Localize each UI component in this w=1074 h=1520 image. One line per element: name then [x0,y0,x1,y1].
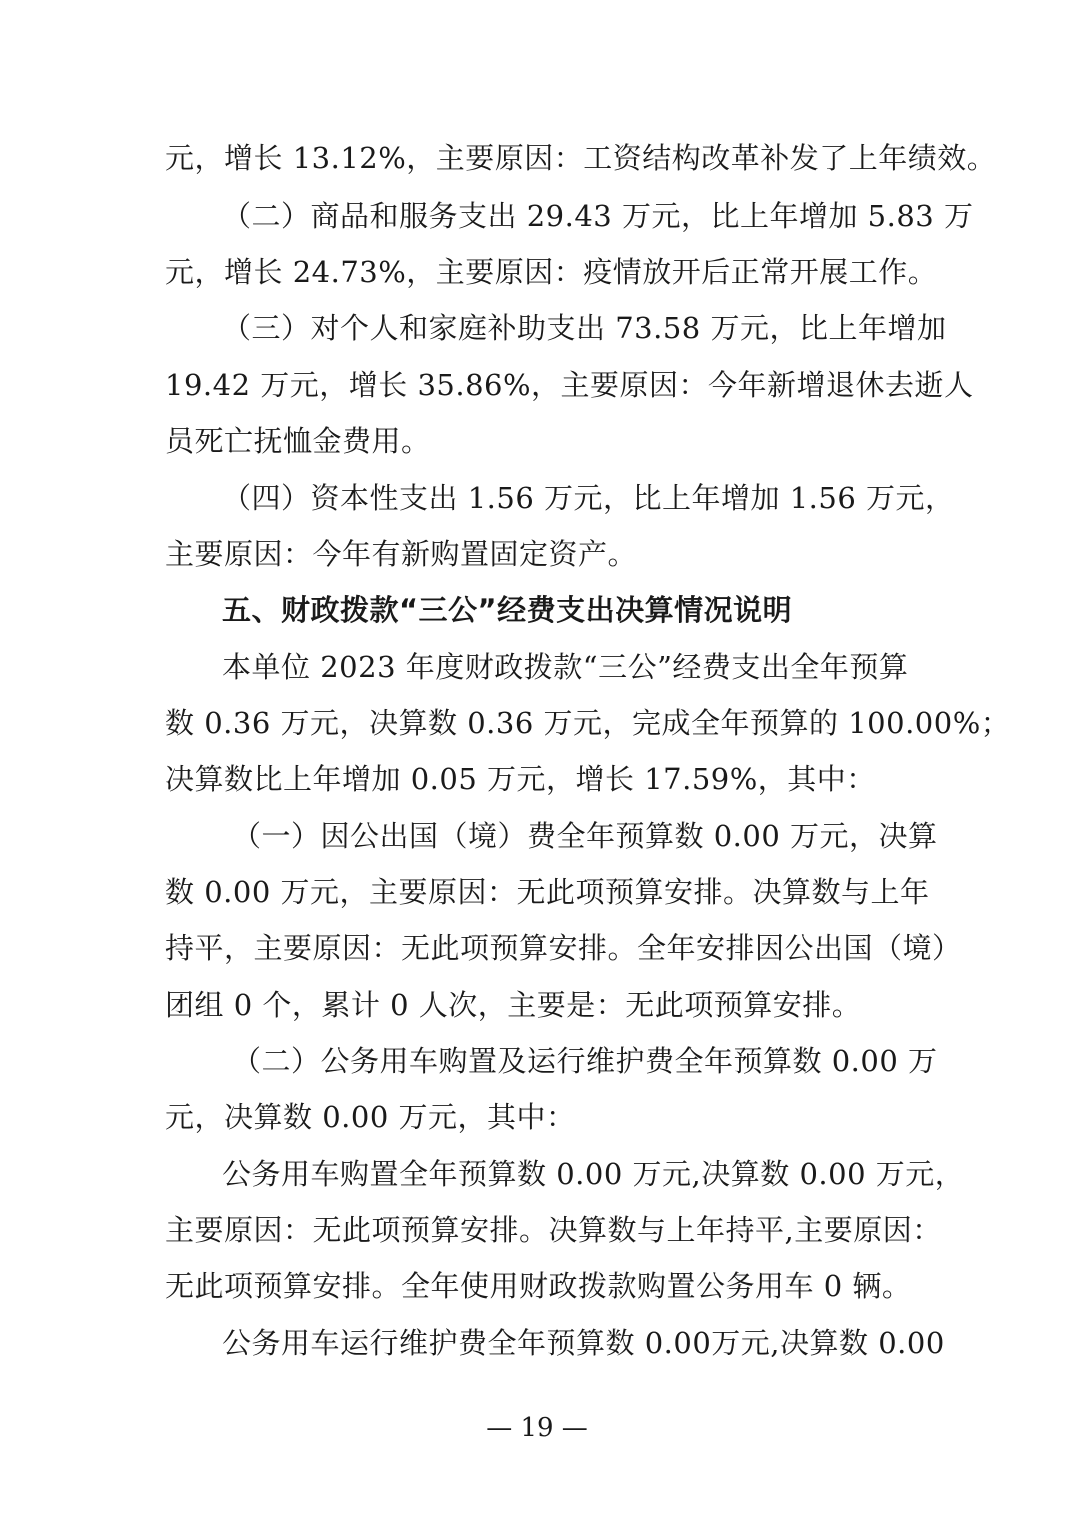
paragraph-line: 本单位 2023 年度财政拨款“三公”经费支出全年预算 [222,650,909,684]
paragraph-line: 元，增长 13.12%，主要原因：工资结构改革补发了上年绩效。 [165,141,997,175]
page-number: — 19 — [486,1413,588,1443]
paragraph-line: （二）商品和服务支出 29.43 万元，比上年增加 5.83 万 [222,199,974,233]
paragraph-line: 数 0.00 万元，主要原因：无此项预算安排。决算数与上年 [165,875,930,909]
section-heading: 五、财政拨款“三公”经费支出决算情况说明 [222,593,793,627]
paragraph-line: （二）公务用车购置及运行维护费全年预算数 0.00 万 [232,1044,938,1078]
paragraph-line: 主要原因：今年有新购置固定资产。 [165,537,638,571]
paragraph-line: （四）资本性支出 1.56 万元，比上年增加 1.56 万元， [222,481,955,515]
paragraph-line: 19.42 万元，增长 35.86%，主要原因：今年新增退休去逝人 [165,368,974,402]
paragraph-line: 元，增长 24.73%，主要原因：疫情放开后正常开展工作。 [165,255,938,289]
paragraph-line: 持平，主要原因：无此项预算安排。全年安排因公出国（境） [165,931,962,965]
paragraph-line: 团组 0 个，累计 0 人次，主要是：无此项预算安排。 [165,988,862,1022]
paragraph-line: 公务用车运行维护费全年预算数 0.00万元,决算数 0.00 [222,1326,945,1360]
paragraph-line: 决算数比上年增加 0.05 万元，增长 17.59%，其中： [165,762,876,796]
paragraph-line: （一）因公出国（境）费全年预算数 0.00 万元，决算 [232,819,938,853]
paragraph-line: 主要原因：无此项预算安排。决算数与上年持平,主要原因： [165,1213,942,1247]
paragraph-line: （三）对个人和家庭补助支出 73.58 万元，比上年增加 [222,311,947,345]
paragraph-line: 员死亡抚恤金费用。 [165,424,431,458]
paragraph-line: 无此项预算安排。全年使用财政拨款购置公务用车 0 辆。 [165,1269,912,1303]
paragraph-line: 数 0.36 万元，决算数 0.36 万元，完成全年预算的 100.00%； [165,706,1011,740]
paragraph-line: 公务用车购置全年预算数 0.00 万元,决算数 0.00 万元， [222,1157,965,1191]
paragraph-line: 元，决算数 0.00 万元，其中： [165,1100,576,1134]
